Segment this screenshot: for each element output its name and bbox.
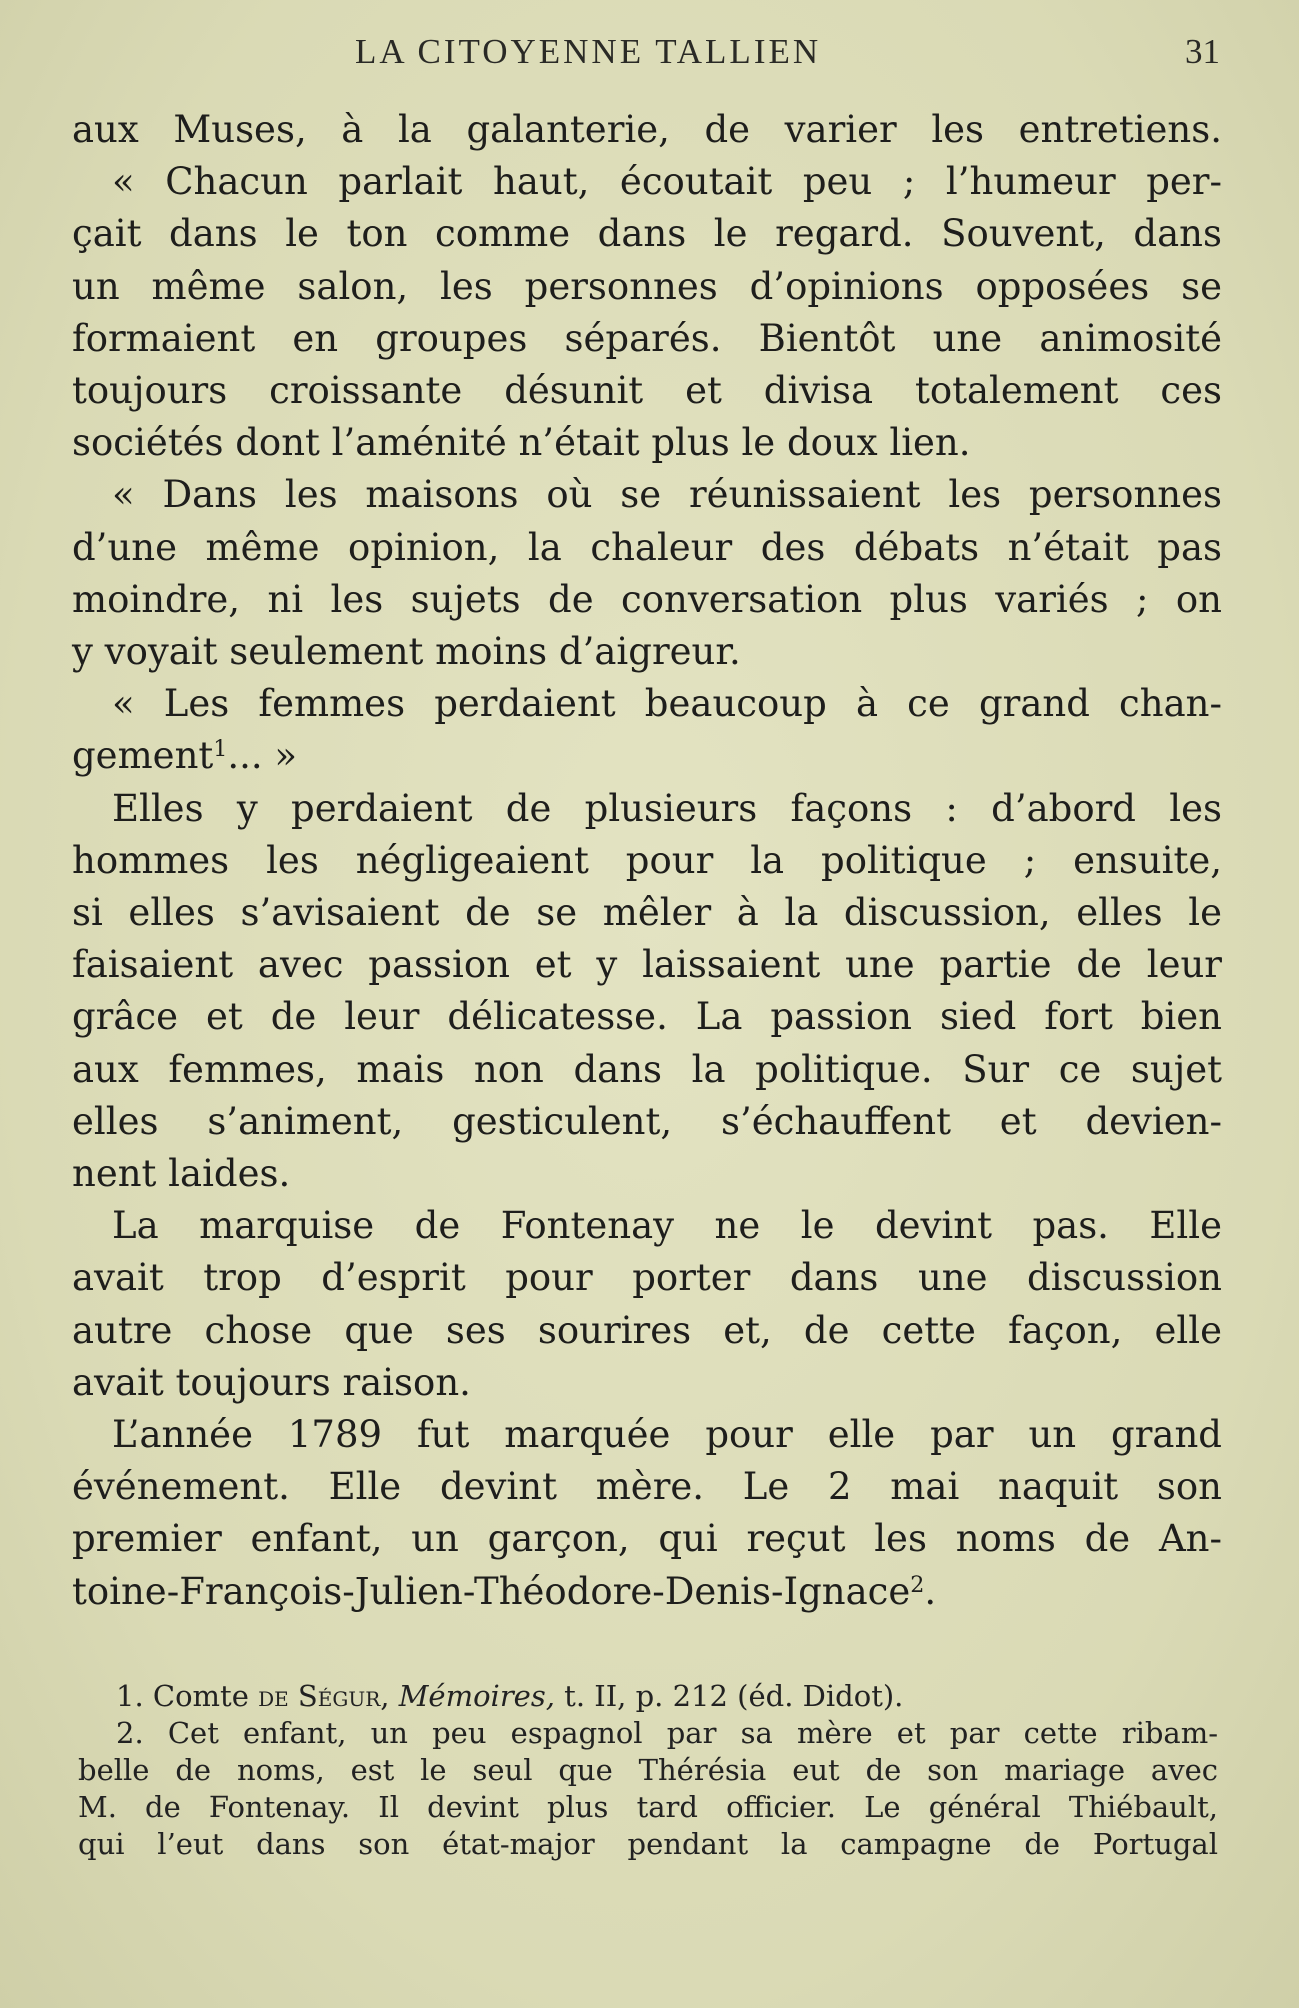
footnote-2-line: belle de noms, est le seul que Thérésia eut de son mariage avec xyxy=(78,1753,1218,1787)
text-line: grâce et de leur délicatesse. La passion sied fort bien xyxy=(72,995,1222,1039)
text-fragment: gement xyxy=(72,734,214,778)
footnote-reference: 2 xyxy=(910,1571,925,1598)
text-line: un même salon, les personnes d’opinions opposées se xyxy=(72,264,1222,308)
footnote-reference: 1 xyxy=(213,736,228,763)
text-line: autre chose que ses sourires et, de cette façon, elle xyxy=(72,1308,1222,1352)
text-line: d’une même opinion, la chaleur des débats n’était pas xyxy=(72,525,1222,569)
footnote-2-line: qui l’eut dans son état-major pendant la campagne de Portugal xyxy=(78,1827,1218,1861)
text-line: moindre, ni les sujets de conversation plus variés ; on xyxy=(72,577,1222,621)
text-line: premier enfant, un garçon, qui reçut les noms de An- xyxy=(72,1517,1222,1561)
footnote-2-line: 2. Cet enfant, un peu espagnol par sa mère et par cette ribam- xyxy=(116,1716,1218,1750)
text-line: formaient en groupes séparés. Bientôt une animosité xyxy=(72,316,1222,360)
text-line: « Les femmes perdaient beaucoup à ce grand chan- xyxy=(112,682,1222,726)
footnote-1 xyxy=(78,1678,1218,1715)
page-number: 31 xyxy=(1185,32,1220,71)
text-line: « Chacun parlait haut, écoutait peu ; l’humeur per- xyxy=(112,160,1222,204)
text-fragment: toine-François-Julien-Théodore-Denis-Ignace xyxy=(72,1569,911,1613)
body-text xyxy=(72,104,1222,1618)
text-line: sociétés dont l’aménité n’était plus le doux lien. xyxy=(72,421,971,465)
text-line: événement. Elle devint mère. Le 2 mai naquit son xyxy=(72,1465,1222,1509)
text-line: y voyait seulement moins d’aigreur. xyxy=(72,630,741,674)
footnote-work-title: Mémoires, xyxy=(398,1679,555,1713)
footnote-author-prefix: Comte xyxy=(152,1679,249,1713)
text-line: elles s’animent, gesticulent, s’échauffent et devien- xyxy=(72,1099,1222,1143)
text-fragment: . xyxy=(924,1569,937,1613)
text-line: hommes les négligeaient pour la politique ; ensuite, xyxy=(72,838,1222,882)
running-head xyxy=(0,32,1299,82)
text-line: L’année 1789 fut marquée pour elle par un grand xyxy=(112,1413,1222,1457)
text-line: si elles s’avisaient de se mêler à la discussion, elles le xyxy=(72,891,1222,935)
text-fragment: ... » xyxy=(227,734,298,778)
text-line: « Dans les maisons où se réunissaient les personnes xyxy=(112,473,1222,517)
text-line: aux Muses, à la galanterie, de varier les entretiens. xyxy=(72,108,1222,151)
running-title: LA CITOYENNE TALLIEN xyxy=(355,32,822,71)
footnotes xyxy=(78,1678,1218,1863)
text-line: aux femmes, mais non dans la politique. Sur ce sujet xyxy=(72,1047,1222,1091)
text-line: Elles y perdaient de plusieurs façons : d’abord les xyxy=(112,786,1222,830)
footnote-2-line: M. de Fontenay. Il devint plus tard officier. Le général Thiébault, xyxy=(78,1790,1218,1824)
text-line: faisaient avec passion et y laissaient une partie de leur xyxy=(72,943,1222,987)
text-line-with-note xyxy=(72,1566,1222,1618)
footnote-number: 1. xyxy=(116,1679,144,1713)
text-line: toujours croissante désunit et divisa totalement ces xyxy=(72,369,1222,413)
footnote-author-name: de Ségur, xyxy=(258,1679,390,1713)
text-line: La marquise de Fontenay ne le devint pas. Elle xyxy=(112,1204,1222,1248)
footnote-text: t. II, p. 212 (éd. Didot). xyxy=(564,1679,904,1713)
text-line: avait trop d’esprit pour porter dans une discussion xyxy=(72,1256,1222,1300)
text-line: nent laides. xyxy=(72,1152,291,1196)
text-line: avait toujours raison. xyxy=(72,1360,471,1404)
text-line: çait dans le ton comme dans le regard. Souvent, dans xyxy=(72,212,1222,256)
text-line-with-note xyxy=(72,730,1222,782)
